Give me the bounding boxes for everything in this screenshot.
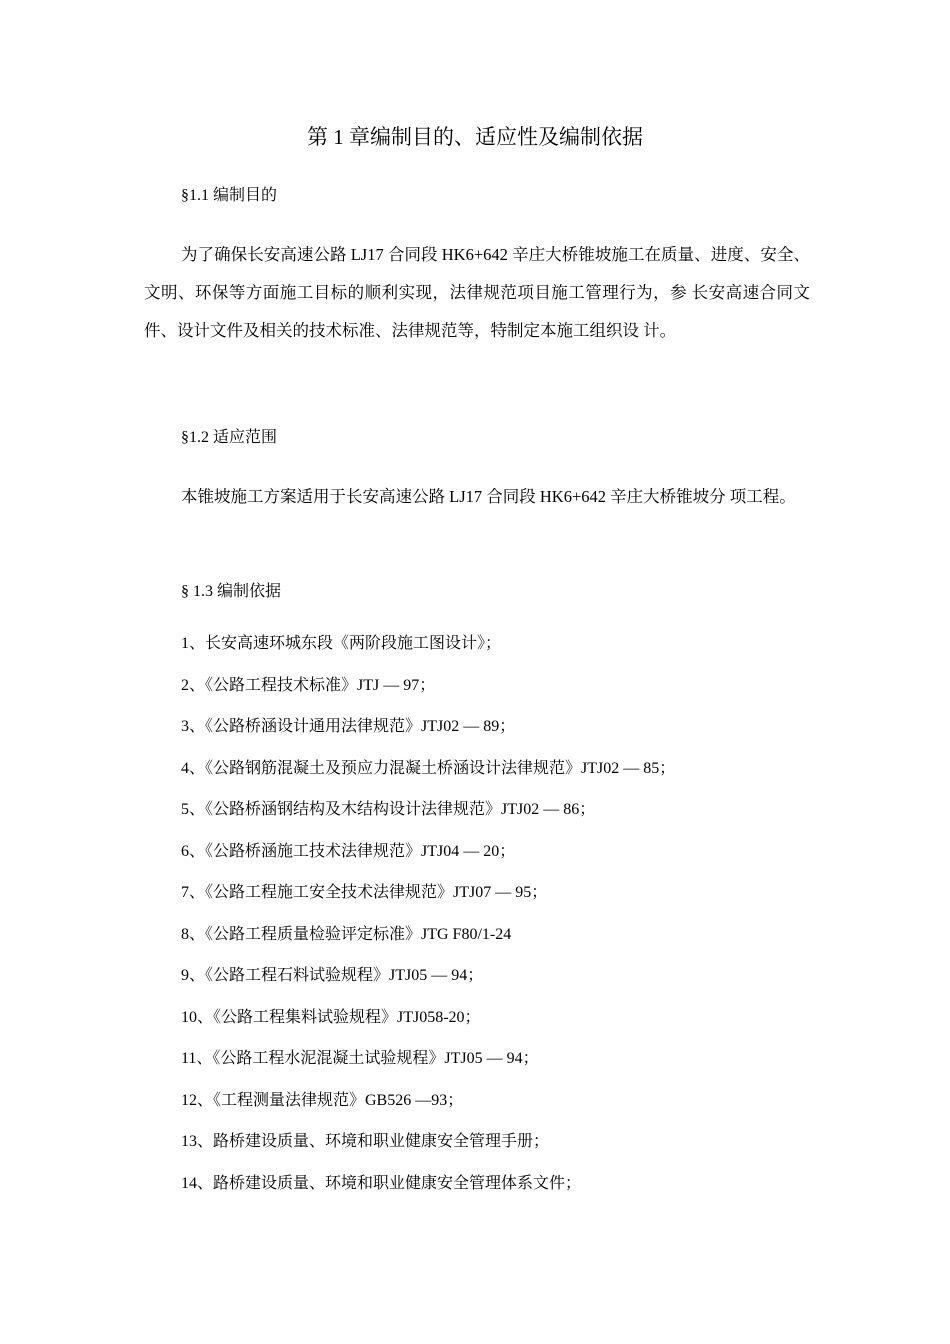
section-heading-1-3: § 1.3 编制依据 bbox=[181, 583, 282, 600]
section-heading-1-1: §1.1 编制目的 bbox=[181, 187, 278, 204]
reference-item: 1、长安高速环城东段《两阶段施工图设计》； bbox=[181, 635, 502, 652]
reference-item: 7、《公路工程施工安全技术法律规范》JTJ07 — 95； bbox=[181, 884, 548, 901]
reference-item: 5、《公路桥涵钢结构及木结构设计法律规范》JTJ02 — 86； bbox=[181, 801, 596, 818]
reference-item: 14、路桥建设质量、环境和职业健康安全管理体系文件； bbox=[181, 1175, 582, 1192]
section-paragraph-1-1: 为了确保长安高速公路 LJ17 合同段 HK6+642 辛庄大桥锥坡施工在质量、进度、安全、文明、环保等方面施工目标的顺利实现，法律规范项目施工管理行为，参 长安高速合同文件、设计文件及相关的技术标准、法律规范等，特制定本施工组织设 计。 bbox=[144, 245, 810, 340]
section-paragraph-1-2: 本锥坡施工方案适用于长安高速公路 LJ17 合同段 HK6+642 辛庄大桥锥坡分 项工程。 bbox=[181, 487, 796, 506]
reference-item: 3、《公路桥涵设计通用法律规范》JTJ02 — 89； bbox=[181, 718, 516, 735]
reference-item: 2、《公路工程技术标准》JTJ — 97； bbox=[181, 677, 436, 694]
reference-item: 13、路桥建设质量、环境和职业健康安全管理手册； bbox=[181, 1133, 550, 1150]
reference-item: 11、《公路工程水泥混凝土试验规程》JTJ05 — 94； bbox=[181, 1050, 539, 1067]
reference-item: 12、《工程测量法律规范》GB526 —93； bbox=[181, 1092, 464, 1109]
section-heading-1-2: §1.2 适应范围 bbox=[181, 429, 278, 446]
reference-item: 6、《公路桥涵施工技术法律规范》JTJ04 — 20； bbox=[181, 843, 516, 860]
reference-item: 10、《公路工程集料试验规程》JTJ058-20； bbox=[181, 1009, 481, 1026]
reference-item: 9、《公路工程石料试验规程》JTJ05 — 94； bbox=[181, 967, 484, 984]
reference-item: 8、《公路工程质量检验评定标准》JTG F80/1-24 bbox=[181, 926, 512, 943]
reference-item: 4、《公路钢筋混凝土及预应力混凝土桥涵设计法律规范》JTJ02 — 85； bbox=[181, 760, 676, 777]
chapter-title: 第 1 章编制目的、适应性及编制依据 bbox=[307, 125, 643, 149]
